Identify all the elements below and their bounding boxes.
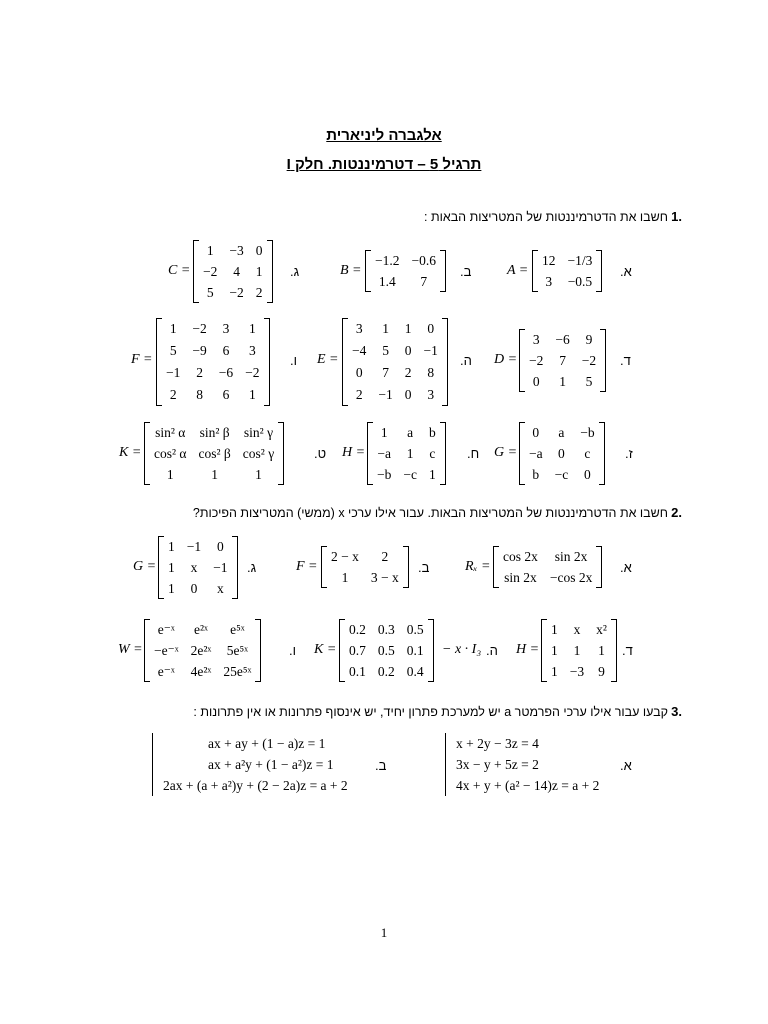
matrix-2K-suffix: − x · I₃	[442, 642, 482, 657]
matrix-cell: 5	[382, 343, 389, 358]
matrix-cell: 1	[551, 664, 558, 679]
matrix-cell: 1	[551, 622, 558, 637]
matrix-row	[197, 240, 269, 261]
matrix-table	[162, 536, 234, 599]
matrix-cell: −3	[569, 664, 585, 679]
matrix-table	[523, 422, 601, 485]
matrix-row	[545, 640, 613, 661]
q2-label-e: ה.	[486, 643, 498, 658]
matrix-table	[536, 250, 598, 292]
matrix-cell: 5	[169, 343, 177, 358]
matrix-cell: 0	[355, 365, 363, 380]
matrix-cell: 1	[166, 467, 174, 482]
q1-label-k: ט.	[314, 446, 327, 461]
matrix-cell: 2e²ˣ	[190, 643, 212, 658]
matrix-cell: 1	[168, 539, 175, 554]
matrix-cell: 4	[233, 264, 240, 279]
matrix-row	[536, 271, 598, 292]
matrix-cell: cos² β	[198, 446, 231, 461]
matrix-cell: −9	[192, 343, 207, 358]
q2-label-c: ג.	[247, 560, 257, 575]
matrix-cell: 3 − x	[370, 570, 399, 585]
matrix-A-name: A =	[507, 263, 529, 278]
matrix-K-name: K =	[119, 445, 142, 460]
matrix-row	[148, 422, 280, 443]
matrix-cell: −4	[352, 343, 367, 358]
matrix-cell: 2	[355, 387, 363, 402]
system-a-eq2: 3x − y + 5z = 2	[456, 757, 539, 772]
matrix-A	[532, 250, 602, 292]
matrix-row	[497, 546, 598, 567]
q1-label-b: ב.	[460, 264, 472, 279]
matrix-cell: −2	[229, 285, 244, 300]
matrix-row	[523, 443, 601, 464]
matrix-row	[197, 261, 269, 282]
q3-text: קבעו עבור אילו ערכי הפרמטר a יש למערכת פתרון יחיד, יש אינסוף פתרונות או אין פתרונות :	[193, 705, 668, 719]
matrix-cell: −2	[581, 353, 597, 368]
system-b	[152, 733, 348, 796]
matrix-row	[545, 619, 613, 640]
matrix-D-name: D =	[494, 352, 518, 367]
matrix-cell: 3	[355, 321, 363, 336]
matrix-cell: 0	[190, 581, 198, 596]
matrix-cell: 1	[559, 374, 566, 389]
matrix-row	[523, 371, 602, 392]
matrix-cell: 5	[206, 285, 214, 300]
q3-label-b: ב.	[375, 758, 387, 773]
matrix-cell: 3	[427, 387, 435, 402]
matrix-cell: 1	[341, 570, 349, 585]
matrix-row	[160, 384, 266, 406]
matrix-row	[160, 318, 266, 340]
matrix-table	[197, 240, 269, 303]
matrix-cell: 2	[404, 365, 412, 380]
matrix-cell: 1	[598, 643, 605, 658]
matrix-row	[343, 619, 430, 640]
matrix-cell: 7	[559, 353, 566, 368]
matrix-row	[162, 578, 234, 599]
matrix-cell: 2	[196, 365, 203, 380]
matrix-row	[343, 640, 430, 661]
matrix-cell: 0.5	[406, 622, 424, 637]
matrix-table	[346, 318, 444, 406]
system-a-eq3: 4x + y + (a² − 14)z = a + 2	[456, 778, 600, 793]
system-a-eq1: x + 2y − 3z = 4	[456, 736, 539, 751]
matrix-row	[523, 329, 602, 350]
matrix-E-name: E =	[317, 352, 339, 367]
matrix-cell: −1	[213, 560, 228, 575]
matrix-2G-name: G =	[133, 559, 157, 574]
matrix-cell: −0.6	[411, 253, 436, 268]
matrix-cell: 0	[404, 387, 412, 402]
matrix-cell: 3	[248, 343, 256, 358]
matrix-cell: 0	[404, 343, 412, 358]
matrix-row	[523, 422, 601, 443]
matrix-row	[523, 464, 601, 485]
matrix-table	[148, 422, 280, 485]
matrix-cell: 5	[585, 374, 593, 389]
subtitle-exercise-number: תרגיל 5	[429, 156, 482, 173]
matrix-cell: −1	[186, 539, 202, 554]
matrix-cell: 5e⁵ˣ	[226, 643, 249, 658]
matrix-cell: e⁻ˣ	[157, 664, 175, 679]
matrix-cell: 1	[404, 321, 412, 336]
matrix-table	[497, 546, 598, 588]
matrix-cell: 1	[428, 467, 436, 482]
matrix-row	[346, 318, 444, 340]
matrix-row	[325, 567, 405, 588]
matrix-2H-name: H =	[516, 642, 540, 657]
matrix-row	[148, 464, 280, 485]
document-subtitle	[0, 156, 768, 173]
matrix-cell: 0.5	[377, 643, 395, 658]
matrix-cell: 0.7	[349, 643, 366, 658]
matrix-table	[523, 329, 602, 392]
matrix-row	[148, 640, 257, 661]
matrix-cell: 3	[532, 332, 540, 347]
matrix-cell: sin² γ	[243, 425, 274, 440]
matrix-cell: 0	[532, 374, 540, 389]
matrix-cell: −a	[377, 446, 391, 461]
matrix-cell: 1.4	[378, 274, 396, 289]
matrix-cell: 0.1	[406, 643, 424, 658]
matrix-row	[160, 362, 266, 384]
matrix-cell: e⁻ˣ	[157, 622, 175, 637]
matrix-cell: 0.1	[349, 664, 366, 679]
matrix-cell: 8	[427, 365, 435, 380]
matrix-cell: 1	[382, 321, 389, 336]
matrix-cell: −a	[529, 446, 543, 461]
matrix-cell: cos² γ	[242, 446, 275, 461]
matrix-cell: 1	[168, 560, 175, 575]
matrix-cell: 8	[196, 387, 203, 402]
matrix-cell: −b	[580, 425, 595, 440]
page-number: 1	[380, 925, 388, 940]
matrix-cell: −2	[529, 353, 544, 368]
q2-number: .2	[671, 505, 682, 520]
matrix-cell: x	[190, 560, 198, 575]
matrix-G	[519, 422, 605, 485]
matrix-cell: 4e²ˣ	[190, 664, 212, 679]
q1-label-e: ה.	[460, 353, 472, 368]
matrix-R-name: Rₓ =	[465, 559, 491, 574]
matrix-row	[148, 619, 257, 640]
matrix-2F-name: F =	[296, 559, 318, 574]
q3-label-a: א.	[620, 758, 632, 773]
subtitle-topic: – דטרמיננטות. חלק I	[286, 156, 430, 173]
matrix-W	[144, 619, 261, 682]
matrix-table	[369, 250, 442, 292]
matrix-cell: 7	[382, 365, 389, 380]
matrix-cell: cos² α	[154, 446, 187, 461]
q2-label-f: ו.	[289, 643, 296, 658]
matrix-row	[197, 282, 269, 303]
matrix-cell: −1	[423, 343, 438, 358]
matrix-2G	[158, 536, 238, 599]
matrix-G-name: G =	[494, 445, 518, 460]
matrix-B-name: B =	[340, 263, 362, 278]
matrix-cell: sin 2x	[504, 570, 537, 585]
matrix-cell: 9	[585, 332, 593, 347]
matrix-cell: −b	[377, 467, 392, 482]
matrix-table	[343, 619, 430, 682]
matrix-2K	[339, 619, 434, 682]
matrix-row	[148, 661, 257, 682]
matrix-cell: 0	[532, 425, 540, 440]
matrix-cell: −1/3	[567, 253, 593, 268]
matrix-cell: b	[428, 425, 436, 440]
matrix-cell: sin² α	[155, 425, 186, 440]
matrix-F	[156, 318, 270, 406]
matrix-cell: 6	[222, 387, 230, 402]
q2-label-b: ב.	[418, 560, 430, 575]
matrix-cell: a	[558, 425, 565, 440]
matrix-cell: −c	[554, 467, 569, 482]
matrix-H-name: H =	[342, 445, 366, 460]
q1-label-g: ז.	[625, 446, 633, 461]
matrix-cell: 9	[598, 664, 605, 679]
matrix-cell: 3	[545, 274, 553, 289]
matrix-cell: cos 2x	[503, 549, 538, 564]
matrix-cell: 0.3	[377, 622, 395, 637]
matrix-cell: −1	[166, 365, 181, 380]
q2-label-a: א.	[620, 560, 632, 575]
matrix-F-name: F =	[131, 352, 153, 367]
matrix-row	[325, 546, 405, 567]
matrix-table	[160, 318, 266, 406]
q1-label-f: ו.	[290, 353, 297, 368]
system-b-eq1: ax + ay + (1 − a)z = 1	[208, 736, 326, 751]
matrix-2F	[321, 546, 409, 588]
q1-number: .1	[671, 209, 682, 224]
matrix-cell: 1	[206, 243, 214, 258]
matrix-2K-name: K =	[314, 642, 337, 657]
matrix-row	[160, 340, 266, 362]
matrix-cell: −2	[203, 264, 218, 279]
q1-label-h: ח.	[467, 446, 480, 461]
matrix-R	[493, 546, 602, 588]
matrix-cell: 0	[558, 446, 565, 461]
matrix-cell: 0.2	[349, 622, 366, 637]
matrix-cell: 1	[255, 264, 263, 279]
matrix-cell: a	[407, 425, 414, 440]
matrix-cell: 0.2	[377, 664, 395, 679]
matrix-cell: e⁵ˣ	[230, 622, 245, 637]
matrix-cell: c	[584, 446, 591, 461]
matrix-K	[144, 422, 284, 485]
matrix-cell: c	[429, 446, 436, 461]
matrix-cell: x	[216, 581, 224, 596]
matrix-cell: 1	[406, 446, 414, 461]
matrix-table	[545, 619, 613, 682]
q3-number: .3	[671, 704, 682, 719]
matrix-row	[346, 340, 444, 362]
matrix-row	[523, 350, 602, 371]
matrix-cell: 0.4	[406, 664, 424, 679]
q1-label-c: ג.	[290, 264, 300, 279]
q2-text: חשבו את הדטרמיננטות של המטריצות הבאות. עבור אילו ערכי x (ממשי) המטריצות הפיכות?	[192, 506, 668, 520]
matrix-table	[325, 546, 405, 588]
matrix-H	[367, 422, 446, 485]
matrix-row	[346, 362, 444, 384]
matrix-cell: −1	[378, 387, 393, 402]
q1-label-a: א.	[620, 264, 632, 279]
matrix-cell: 0	[584, 467, 591, 482]
matrix-cell: 1	[380, 425, 388, 440]
matrix-D	[519, 329, 606, 392]
matrix-E	[342, 318, 448, 406]
matrix-cell: x	[573, 622, 581, 637]
matrix-cell: −2	[192, 321, 207, 336]
matrix-cell: 0	[216, 539, 224, 554]
matrix-cell: 3	[222, 321, 230, 336]
matrix-cell: 2	[169, 387, 177, 402]
matrix-cell: 1	[168, 581, 175, 596]
matrix-cell: 25e⁵ˣ	[223, 664, 252, 679]
matrix-cell: −6	[218, 365, 234, 380]
matrix-table	[148, 619, 257, 682]
matrix-cell: x²	[596, 622, 607, 637]
matrix-row	[545, 661, 613, 682]
matrix-row	[343, 661, 430, 682]
matrix-cell: e²ˣ	[194, 622, 208, 637]
matrix-row	[346, 384, 444, 406]
matrix-row	[371, 422, 442, 443]
matrix-cell: 2 − x	[331, 549, 359, 564]
matrix-cell: 2	[255, 285, 263, 300]
matrix-cell: 1	[169, 321, 177, 336]
matrix-cell: sin² β	[199, 425, 230, 440]
matrix-cell: −3	[229, 243, 244, 258]
q2-label-d: ד.	[622, 643, 633, 658]
matrix-cell: 6	[222, 343, 230, 358]
matrix-C	[193, 240, 273, 303]
matrix-cell: 1	[255, 467, 262, 482]
matrix-row	[162, 536, 234, 557]
matrix-row	[371, 464, 442, 485]
matrix-row	[148, 443, 280, 464]
matrix-table	[371, 422, 442, 485]
matrix-W-name: W =	[118, 642, 143, 657]
system-b-eq3: 2ax + (a + a²)y + (2 − 2a)z = a + 2	[163, 778, 348, 793]
q1-label-d: ד.	[620, 353, 631, 368]
matrix-row	[162, 557, 234, 578]
matrix-cell: sin 2x	[554, 549, 588, 564]
matrix-cell: −2	[245, 365, 260, 380]
matrix-cell: 7	[420, 274, 428, 289]
matrix-row	[369, 250, 442, 271]
matrix-cell: 2	[381, 549, 389, 564]
q1-text: חשבו את הדטרמיננטות של המטריצות הבאות :	[424, 210, 668, 224]
system-a	[445, 733, 599, 796]
matrix-cell: −6	[555, 332, 570, 347]
matrix-row	[497, 567, 598, 588]
matrix-cell: 1	[573, 643, 581, 658]
matrix-cell: −c	[403, 467, 417, 482]
matrix-2H	[541, 619, 617, 682]
matrix-cell: −1.2	[375, 253, 400, 268]
system-b-eq2: ax + a²y + (1 − a²)z = 1	[208, 757, 334, 772]
matrix-cell: 12	[542, 253, 556, 268]
document-title: אלגברה ליניארית	[326, 127, 442, 144]
matrix-row	[369, 271, 442, 292]
matrix-cell: 0	[427, 321, 435, 336]
matrix-cell: 1	[211, 467, 219, 482]
matrix-C-name: C =	[168, 263, 191, 278]
matrix-cell: 0	[255, 243, 263, 258]
matrix-B	[365, 250, 446, 292]
matrix-row	[371, 443, 442, 464]
matrix-cell: b	[532, 467, 540, 482]
matrix-row	[536, 250, 598, 271]
matrix-cell: 1	[248, 387, 256, 402]
matrix-cell: 1	[248, 321, 256, 336]
matrix-cell: 1	[551, 643, 558, 658]
matrix-cell: −e⁻ˣ	[154, 643, 179, 658]
matrix-cell: −cos 2x	[549, 570, 593, 585]
matrix-cell: −0.5	[567, 274, 593, 289]
